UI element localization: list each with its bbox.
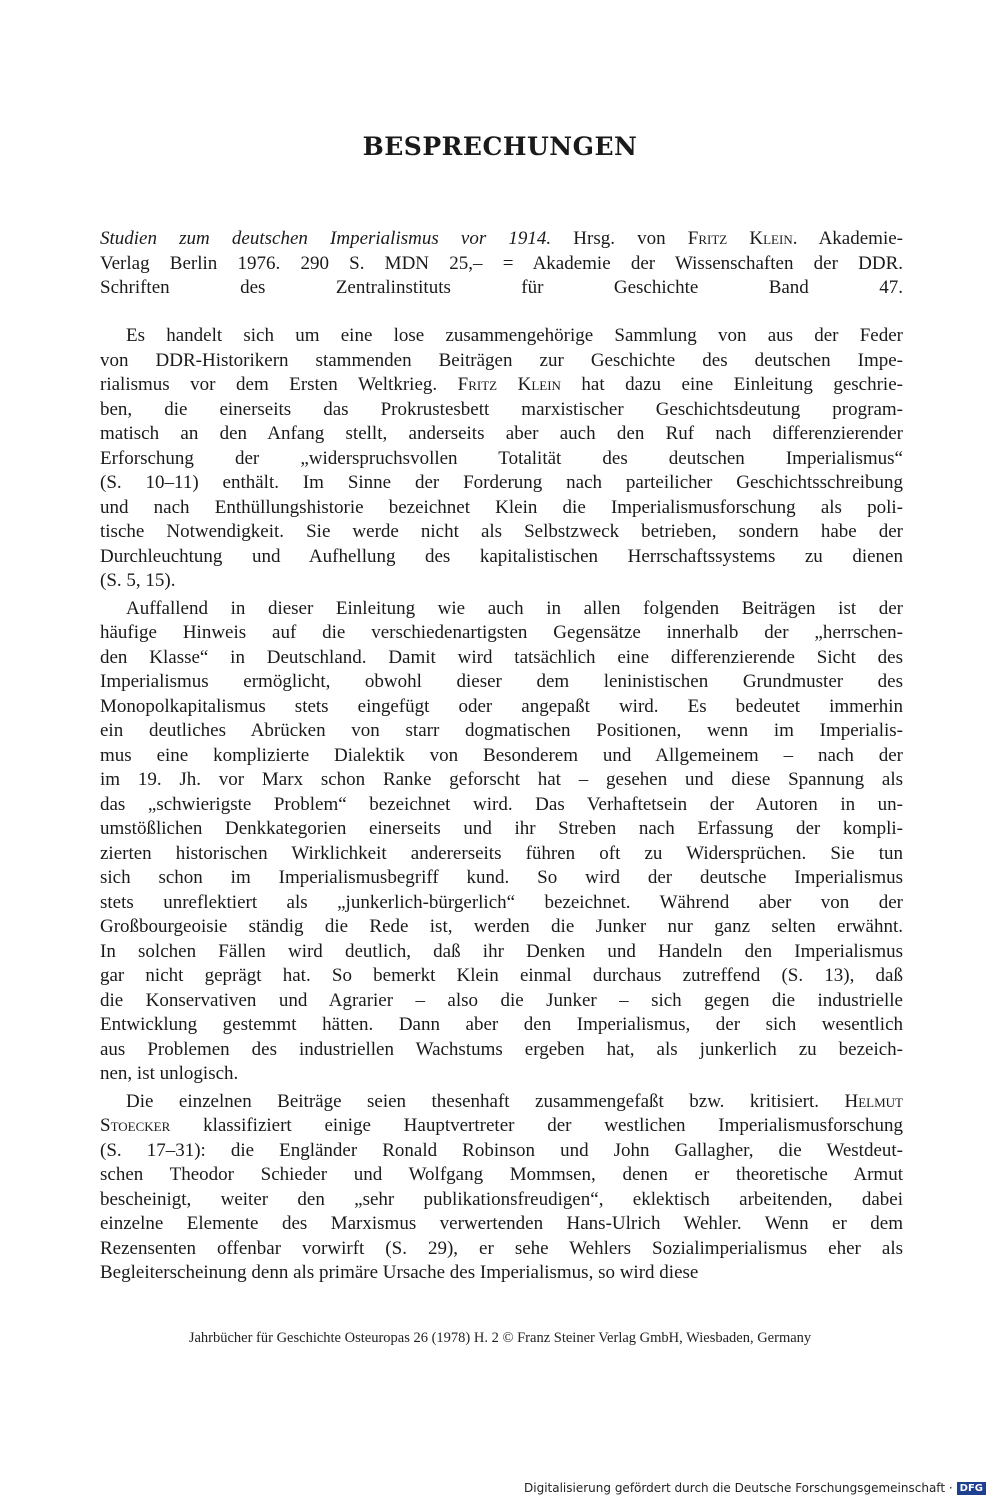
text-line: stets unreflektiert als „junkerlich-bürgerlich“ bezeichnet. Während aber von der — [100, 891, 903, 913]
text-line: rialismus vor dem Ersten Weltkrieg. Fritz Klein hat dazu eine Einleitung geschrie- — [100, 374, 903, 395]
text-line: umstößlichen Denkkategorien einerseits und ihr Streben nach Erfassung der kompli- — [100, 818, 903, 839]
text-line: Es handelt sich um eine lose zusammengehörige Sammlung von aus der Feder — [126, 325, 903, 346]
dfg-logo: DFG — [957, 1482, 986, 1495]
bib-text: Hrsg. von — [551, 228, 688, 249]
text-line: ben, die einerseits das Prokrustesbett marxistischer Geschichtsdeutung program- — [100, 398, 903, 420]
text-line: die Konservativen und Agrarier – also die Junker – sich gegen die industrielle — [100, 989, 903, 1011]
text-line: matisch an den Anfang stellt, anderseits aber auch den Ruf nach differenzierender — [100, 423, 903, 444]
text-line: Auffallend in dieser Einleitung wie auch in allen folgenden Beiträgen ist der — [126, 597, 903, 619]
text-line: gar nicht geprägt hat. So bemerkt Klein einmal durchaus zutreffend (S. 13), daß — [100, 965, 903, 986]
text-line: Die einzelnen Beiträge seien thesenhaft zusammengefaßt bzw. kritisiert. Helmut — [126, 1090, 903, 1112]
text-line: In solchen Fällen wird deutlich, daß ihr Denken und Handeln den Imperialismus — [100, 940, 903, 962]
paragraph — [100, 1090, 903, 1286]
dfg-note-text: Digitalisierung gefördert durch die Deutsche Forschungsgemeinschaft · — [524, 1481, 953, 1495]
dfg-notice — [524, 1481, 986, 1495]
text-line: (S. 10–11) enthält. Im Sinne der Forderung nach parteilicher Geschichtsschreibung — [100, 472, 903, 493]
book-title: Studien zum deutschen Imperialismus vor 1914. — [100, 228, 552, 249]
text-line: den Klasse“ in Deutschland. Damit wird tatsächlich eine differenzierende Sicht des — [100, 646, 903, 668]
text-line: sich schon im Imperialismusbegriff kund. So wird der deutsche Imperialismus — [100, 867, 903, 888]
text-line: das „schwierigste Problem“ bezeichnet wird. Das Verhaftetsein der Autoren in un- — [100, 793, 903, 815]
text-line: Entwicklung gestemmt hätten. Dann aber den Imperialismus, der sich wesentlich — [100, 1014, 903, 1035]
paragraph — [100, 597, 903, 1087]
text-line: Durchleuchtung und Aufhellung des kapitalistischen Herrschaftssystems zu dienen — [100, 545, 903, 567]
text-line: Monopolkapitalismus stets eingefügt oder angepaßt wird. Es bedeutet immerhin — [100, 695, 903, 717]
text-line: häufige Hinweis auf die verschiedenartigsten Gegensätze innerhalb der „herrschen- — [100, 622, 903, 643]
text-line: ein deutliches Abrücken von starr dogmatischen Positionen, wenn im Imperialis- — [100, 720, 903, 741]
bib-line: Schriften des Zentralinstituts für Geschichte Band 47. — [100, 277, 903, 298]
text-line: schen Theodor Schieder und Wolfgang Mommsen, denen er theoretische Armut — [100, 1164, 903, 1185]
text-line: mus eine komplizierte Dialektik von Besonderem und Allgemeinem – nach der — [100, 744, 903, 766]
paragraph — [100, 324, 903, 594]
bib-text: . Akademie- — [792, 228, 903, 249]
text-line: Begleiterscheinung denn als primäre Ursache des Imperialismus, so wird diese — [100, 1262, 699, 1283]
bibliographic-entry — [100, 227, 903, 301]
journal-footer: Jahrbücher für Geschichte Osteuropas 26 (1978) H. 2 © Franz Steiner Verlag GmbH, Wiesbaden, Germany — [188, 1330, 812, 1346]
review-body — [100, 324, 903, 1289]
text-line: im 19. Jh. vor Marx schon Ranke geforscht hat – gesehen und diese Spannung als — [100, 769, 903, 790]
text-line: Imperialismus ermöglicht, obwohl dieser dem leninistischen Grundmuster des — [100, 671, 903, 692]
editor-name: Fritz Klein — [687, 228, 793, 249]
text-line: Rezensenten offenbar vorwirft (S. 29), er sehe Wehlers Sozialimperialismus eher als — [100, 1237, 903, 1259]
text-line: zierten historischen Wirklichkeit andererseits führen oft zu Widersprüchen. Sie tun — [100, 842, 903, 864]
text-line: tische Notwendigkeit. Sie werde nicht als Selbstzweck betrieben, sondern habe der — [100, 521, 903, 542]
text-line: Erforschung der „widerspruchsvollen Totalität des deutschen Imperialismus“ — [100, 447, 903, 469]
text-line: (S. 5, 15). — [100, 570, 176, 591]
text-line: aus Problemen des industriellen Wachstums ergeben hat, als junkerlich zu bezeich- — [100, 1038, 903, 1060]
page-title: BESPRECHUNGEN — [362, 132, 638, 161]
text-line: bescheinigt, weiter den „sehr publikationsfreudigen“, eklektisch arbeitenden, dabei — [100, 1188, 903, 1210]
text-line: nen, ist unlogisch. — [100, 1063, 239, 1084]
text-line: und nach Enthüllungshistorie bezeichnet Klein die Imperialismusforschung als poli- — [100, 496, 903, 518]
text-line: (S. 17–31): die Engländer Ronald Robinson und John Gallagher, die Westdeut- — [100, 1139, 903, 1161]
bib-line: Verlag Berlin 1976. 290 S. MDN 25,– = Akademie der Wissenschaften der DDR. — [100, 252, 903, 274]
text-line: von DDR-Historikern stammenden Beiträgen zur Geschichte des deutschen Impe- — [100, 349, 903, 371]
text-line: Stoecker klassifiziert einige Hauptvertreter der westlichen Imperialismusforschung — [100, 1115, 903, 1136]
text-line: Großbourgeoisie ständig die Rede ist, werden die Junker nur ganz selten erwähnt. — [100, 916, 903, 937]
text-line: einzelne Elemente des Marxismus verwertenden Hans-Ulrich Wehler. Wenn er dem — [100, 1213, 903, 1234]
